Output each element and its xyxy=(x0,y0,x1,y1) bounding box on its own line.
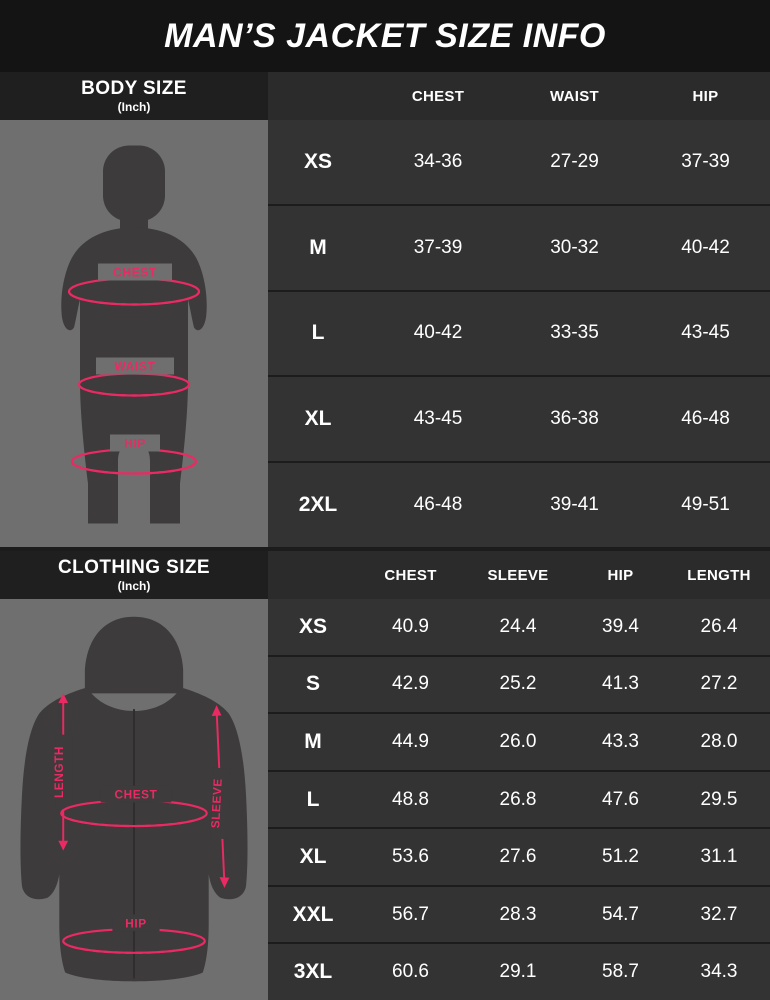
body-size-header xyxy=(0,72,770,120)
clothing-size-unit: (Inch) xyxy=(117,579,151,593)
table-row xyxy=(268,377,770,463)
page-title: MAN’S JACKET SIZE INFO xyxy=(164,16,606,55)
row-chest: 42.9 xyxy=(392,673,429,695)
row-sleeve: 29.1 xyxy=(499,961,537,983)
row-waist: 33-35 xyxy=(550,322,599,344)
body-size-table xyxy=(268,120,770,547)
row-size: 3XL xyxy=(293,960,333,984)
body-size-col-waist: WAIST xyxy=(550,87,599,105)
clothing-size-section xyxy=(0,551,770,1000)
row-size: M xyxy=(309,235,327,259)
jacket-diagram xyxy=(0,599,268,1000)
length-label: LENGTH xyxy=(53,745,67,798)
row-chest: 40.9 xyxy=(392,615,429,637)
table-row xyxy=(268,714,770,772)
jacket-figure-pane xyxy=(0,599,268,1000)
row-length: 29.5 xyxy=(700,788,738,810)
row-sleeve: 28.3 xyxy=(499,903,537,925)
waist-label: WAIST xyxy=(114,359,156,374)
table-row xyxy=(268,772,770,830)
row-length: 27.2 xyxy=(700,673,738,695)
row-length: 34.3 xyxy=(700,961,738,983)
row-waist: 30-32 xyxy=(550,236,599,258)
row-hip: 47.6 xyxy=(602,788,639,810)
row-sleeve: 27.6 xyxy=(499,846,537,868)
clothing-size-body xyxy=(0,599,770,1000)
clothing-size-header-label xyxy=(0,551,268,599)
row-size: XXL xyxy=(292,902,334,926)
row-chest: 60.6 xyxy=(392,961,429,983)
body-size-col-hip: HIP xyxy=(692,87,719,105)
row-waist: 36-38 xyxy=(550,408,599,430)
clothing-size-title: CLOTHING SIZE xyxy=(58,557,210,578)
row-sleeve: 25.2 xyxy=(499,673,537,695)
row-waist: 39-41 xyxy=(550,494,599,516)
row-hip: 54.7 xyxy=(602,903,639,925)
row-sleeve: 24.4 xyxy=(499,615,537,637)
clothing-size-col-length: LENGTH xyxy=(687,566,751,584)
table-row xyxy=(268,463,770,547)
row-length: 28.0 xyxy=(700,730,738,752)
row-size: L xyxy=(306,787,320,811)
row-size: M xyxy=(304,729,322,753)
male-torso-diagram xyxy=(0,120,268,547)
sleeve-label: SLEEVE xyxy=(209,777,225,829)
row-size: S xyxy=(305,672,320,696)
row-sleeve: 26.8 xyxy=(499,788,537,810)
row-hip: 51.2 xyxy=(602,846,639,868)
hip-label: HIP xyxy=(124,436,146,451)
table-row xyxy=(268,292,770,378)
table-row xyxy=(268,887,770,945)
table-row xyxy=(268,206,770,292)
row-hip: 49-51 xyxy=(681,494,730,516)
table-row xyxy=(268,599,770,657)
row-chest: 53.6 xyxy=(392,846,429,868)
row-size: XL xyxy=(299,845,327,869)
row-hip: 58.7 xyxy=(602,961,639,983)
body-size-title: BODY SIZE xyxy=(81,78,187,99)
row-hip: 40-42 xyxy=(681,236,730,258)
row-chest: 44.9 xyxy=(392,730,429,752)
row-chest: 48.8 xyxy=(392,788,429,810)
table-row xyxy=(268,657,770,715)
body-size-col-chest: CHEST xyxy=(411,87,465,105)
row-hip: 39.4 xyxy=(602,615,639,637)
row-chest: 56.7 xyxy=(392,903,429,925)
row-waist: 27-29 xyxy=(550,150,599,172)
body-figure-pane xyxy=(0,120,268,547)
clothing-size-table xyxy=(268,599,770,1000)
row-hip: 37-39 xyxy=(681,150,730,172)
table-row xyxy=(268,944,770,1000)
body-size-section xyxy=(0,72,770,547)
row-size: 2XL xyxy=(298,493,338,517)
row-chest: 40-42 xyxy=(413,322,463,344)
row-hip: 41.3 xyxy=(602,673,639,695)
body-size-header-label xyxy=(0,72,268,120)
clothing-size-header xyxy=(0,551,770,599)
chest-label: CHEST xyxy=(114,788,158,802)
row-length: 26.4 xyxy=(700,615,738,637)
row-chest: 46-48 xyxy=(413,494,463,516)
table-row xyxy=(268,120,770,206)
row-hip: 43-45 xyxy=(681,322,730,344)
row-size: L xyxy=(311,321,325,345)
clothing-size-column-headers xyxy=(268,551,770,599)
row-size: XL xyxy=(304,407,332,431)
row-size: XS xyxy=(303,149,332,173)
clothing-size-col-sleeve: SLEEVE xyxy=(487,566,549,584)
clothing-size-col-chest: CHEST xyxy=(384,566,437,584)
row-sleeve: 26.0 xyxy=(499,730,537,752)
row-chest: 34-36 xyxy=(413,150,463,172)
hip-label: HIP xyxy=(125,917,147,931)
row-size: XS xyxy=(298,614,327,638)
body-size-body xyxy=(0,120,770,547)
body-size-unit: (Inch) xyxy=(117,100,151,114)
clothing-size-col-hip: HIP xyxy=(607,566,634,584)
title-bar xyxy=(0,0,770,72)
row-length: 32.7 xyxy=(700,903,738,925)
row-hip: 43.3 xyxy=(602,730,639,752)
row-hip: 46-48 xyxy=(681,408,730,430)
row-chest: 43-45 xyxy=(413,408,463,430)
row-length: 31.1 xyxy=(700,846,738,868)
table-row xyxy=(268,829,770,887)
body-size-column-headers xyxy=(268,72,770,120)
chest-label: CHEST xyxy=(113,265,157,280)
row-chest: 37-39 xyxy=(413,236,463,258)
